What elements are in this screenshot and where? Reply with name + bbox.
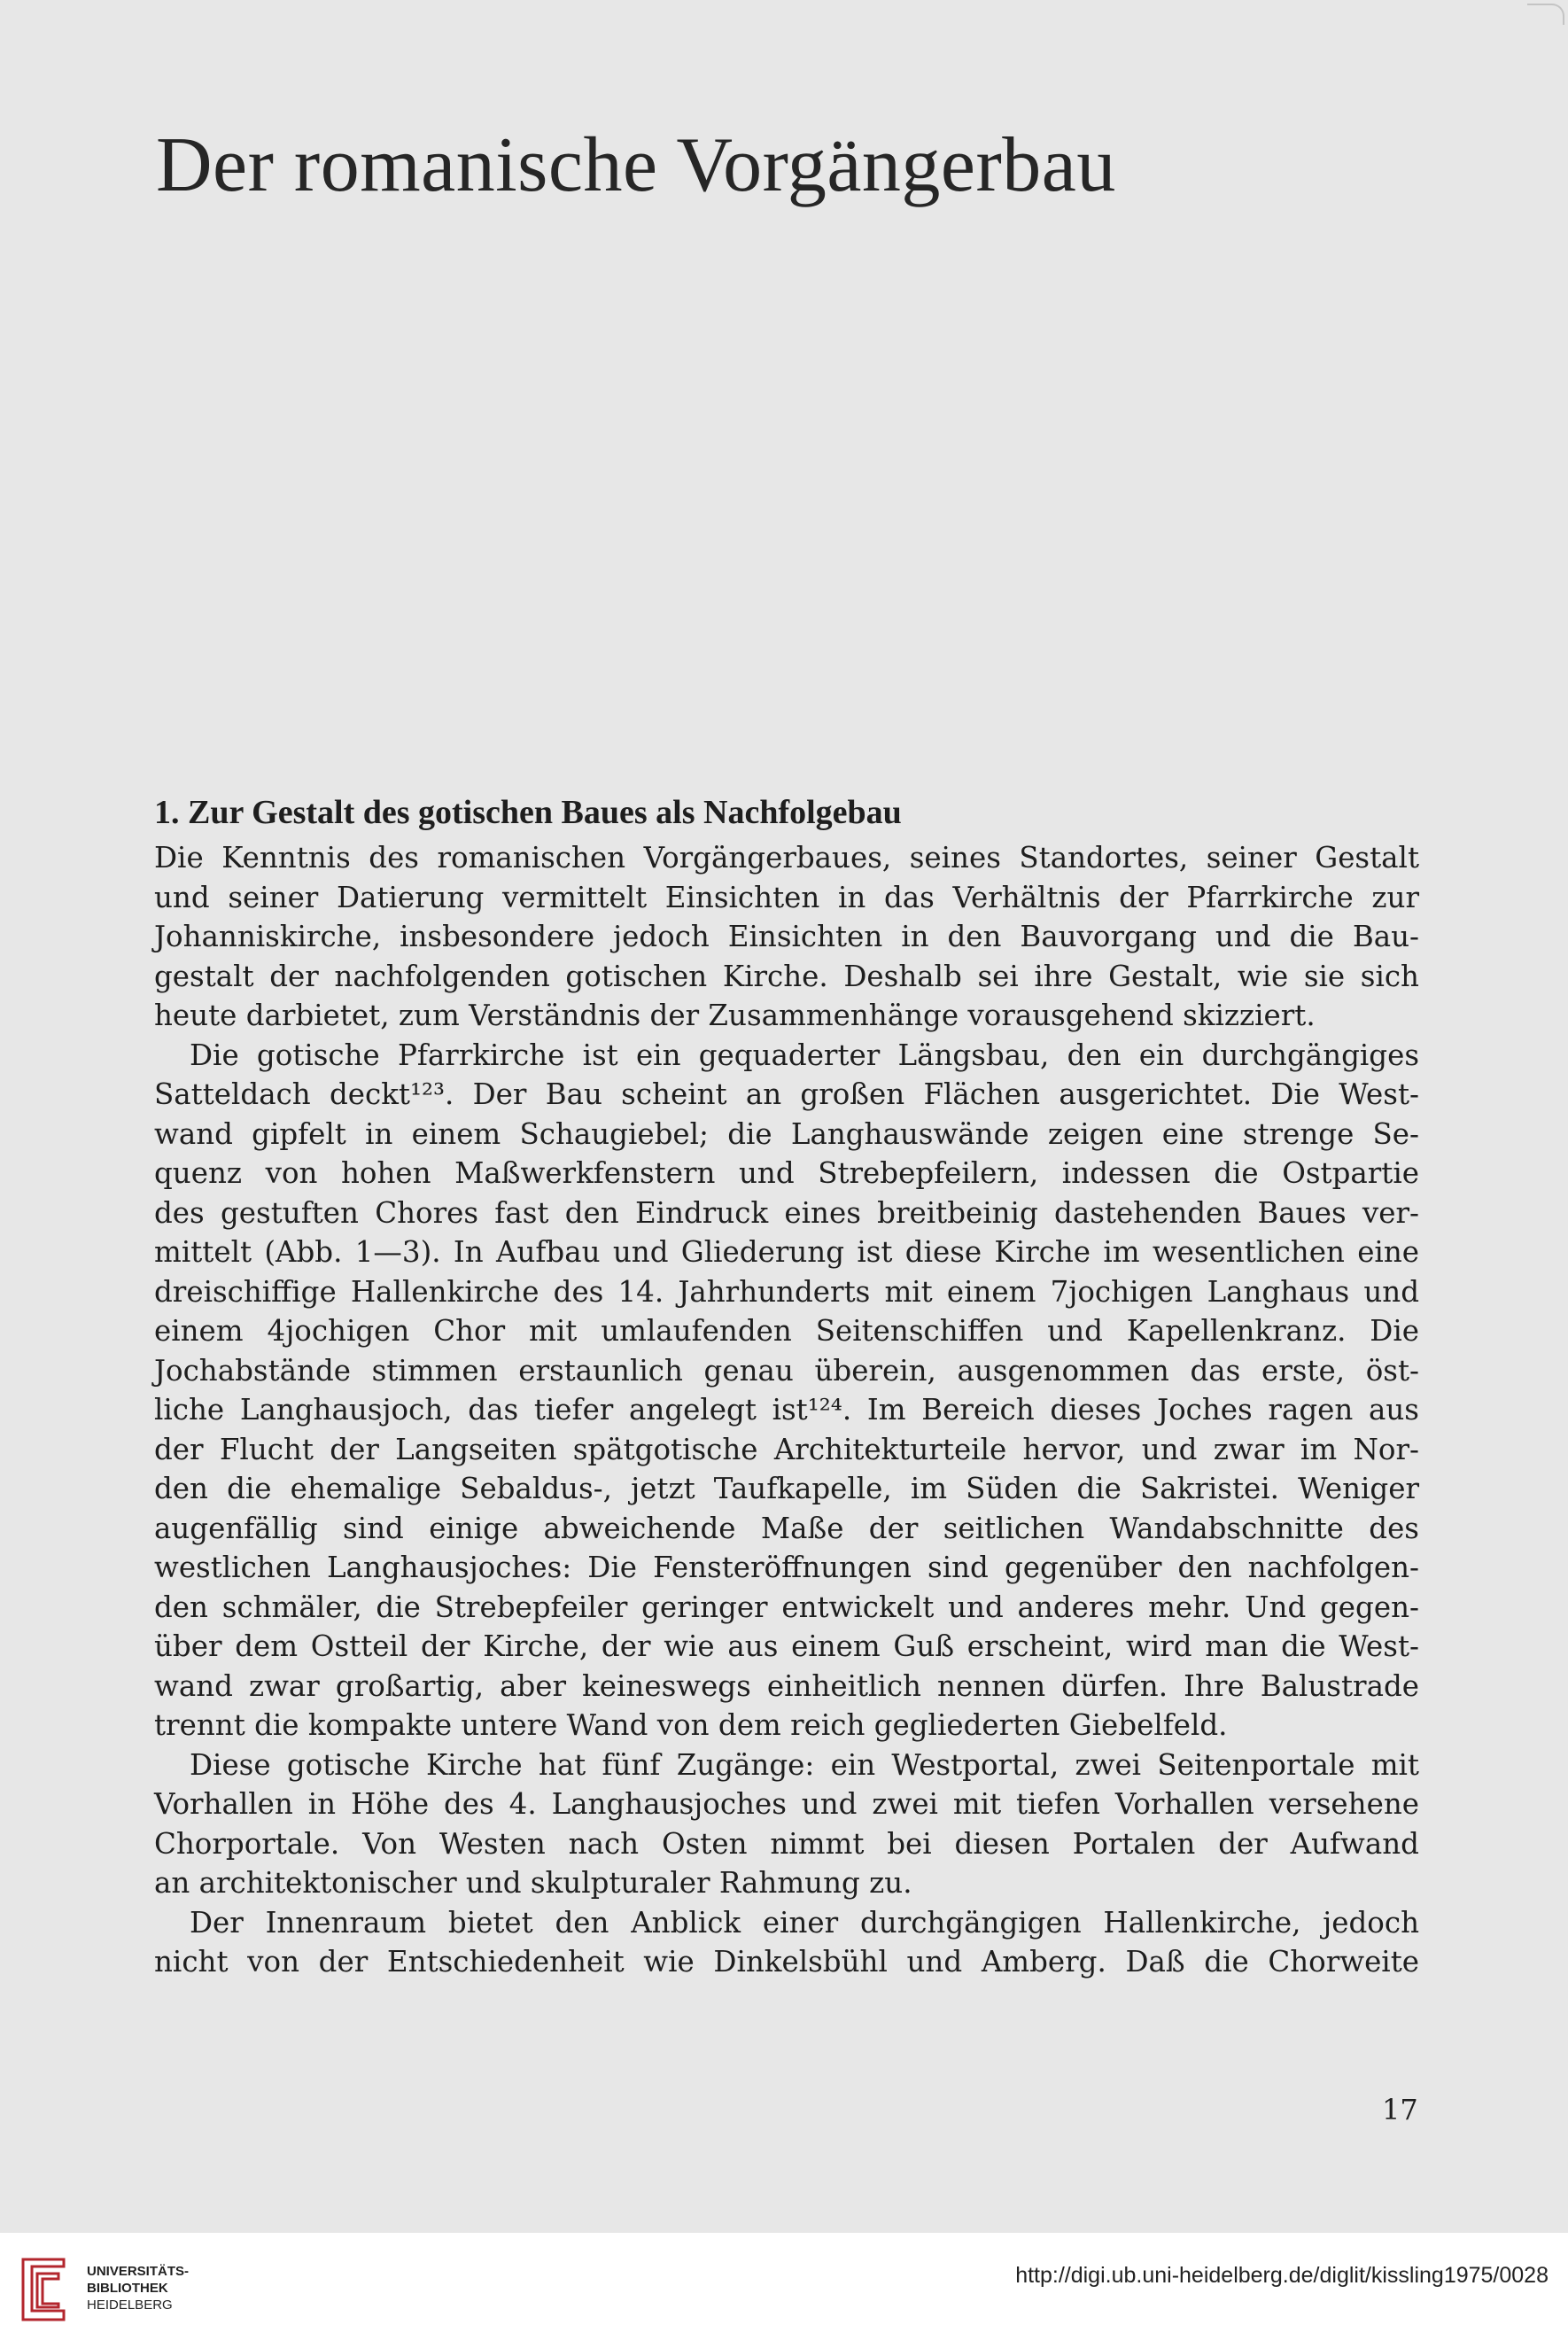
text-line: über dem Ostteil der Kirche, der wie aus einem Guß erscheint, wird man die West- [154,1629,1419,1663]
text-line: wand zwar großartig, aber keineswegs einheitlich nennen dürfen. Ihre Balustrade [154,1668,1419,1703]
text-line: den schmäler, die Strebepfeiler geringer entwickelt und anderes mehr. Und gegen- [154,1590,1419,1624]
text-line: westlichen Langhausjoches: Die Fensteröffnungen sind gegenüber den nachfolgen- [154,1551,1419,1584]
text-line: heute darbietet, zum Verständnis der Zusammenhänge vorausgehend skizziert. [154,999,1316,1032]
text-line: quenz von hohen Maßwerkfenstern und Strebepfeilern, indessen die Ostpartie [154,1156,1419,1190]
text-line: und seiner Datierung vermittelt Einsichten in das Verhältnis der Pfarrkirche zur [154,880,1419,914]
text-line: Diese gotische Kirche hat fünf Zugänge: ein Westportal, zwei Seitenportale mit [190,1747,1419,1782]
paragraph [154,1036,1419,1745]
section-heading: 1. Zur Gestalt des gotischen Baues als Nachfolgebau [154,794,902,831]
chapter-title: Der romanische Vorgängerbau [156,122,1116,208]
text-line: der Flucht der Langseiten spätgotische Architekturteile hervor, und zwar im Nor- [154,1432,1419,1466]
library-name [87,2263,189,2313]
paragraphs [154,838,1419,1982]
text-line: dreischiffige Hallenkirche des 14. Jahrhunderts mit einem 7jochigen Langhaus und [154,1274,1419,1309]
library-name-line: HEIDELBERG [87,2297,173,2313]
text-line: Der Innenraum bietet den Anblick einer durchgängigen Hallenkirche, jedoch [190,1905,1419,1940]
text-line: Jochabstände stimmen erstaunlich genau überein, ausgenommen das erste, öst- [154,1353,1419,1388]
text-line: Die Kenntnis des romanischen Vorgängerbaues, seines Standortes, seiner Gestalt [154,841,1419,875]
text-line: nicht von der Entschiedenheit wie Dinkelsbühl und Amberg. Daß die Chorweite [154,1945,1419,1979]
page-number: 17 [1382,2093,1418,2126]
paragraph [154,1903,1419,1982]
text-line: liche Langhausjoch, das tiefer angelegt ist¹²⁴. Im Bereich dieses Joches ragen aus [154,1393,1419,1427]
source-url-link[interactable]: http://digi.ub.uni-heidelberg.de/diglit/kissling1975/0028 [1015,2263,1549,2288]
library-logo-icon [16,2254,71,2325]
paragraph [154,838,1419,1036]
digitization-footer [0,2233,1568,2348]
text-line: Johanniskirche, insbesondere jedoch Einsichten in den Bauvorgang und die Bau- [154,920,1419,953]
text-line: Die gotische Pfarrkirche ist ein gequaderter Längsbau, den ein durchgängiges [190,1038,1419,1072]
body-text [154,790,1419,1982]
text-line: Chorportale. Von Westen nach Osten nimmt bei diesen Portalen der Aufwand [154,1826,1419,1861]
text-line: trennt die kompakte untere Wand von dem reich gegliederten Giebelfeld. [154,1708,1228,1742]
text-line: an architektonischer und skulpturaler Rahmung zu. [154,1866,912,1900]
text-line: einem 4jochigen Chor mit umlaufenden Seitenschiffen und Kapellenkranz. Die [154,1314,1419,1348]
text-line: gestalt der nachfolgenden gotischen Kirche. Deshalb sei ihre Gestalt, wie sie sich [154,959,1419,993]
text-line: mittelt (Abb. 1—3). In Aufbau und Gliederung ist diese Kirche im wesentlichen eine [154,1235,1419,1269]
text-line: den die ehemalige Sebaldus-, jetzt Taufkapelle, im Süden die Sakristei. Weniger [154,1472,1419,1505]
text-line: Satteldach deckt¹²³. Der Bau scheint an großen Flächen ausgerichtet. Die West- [154,1077,1419,1111]
library-name-line: BIBLIOTHEK [87,2281,168,2296]
text-line: Vorhallen in Höhe des 4. Langhausjoches und zwei mit tiefen Vorhallen versehene [154,1787,1419,1821]
scan-corner-mark [1527,4,1564,25]
text-line: des gestuften Chores fast den Eindruck eines breitbeinig dastehenden Baues ver- [154,1195,1419,1230]
text-line: wand gipfelt in einem Schaugiebel; die Langhauswände zeigen eine strenge Se- [154,1116,1419,1151]
library-name-line: UNIVERSITÄTS- [87,2264,190,2279]
text-line: augenfällig sind einige abweichende Maße der seitlichen Wandabschnitte des [154,1511,1419,1545]
paragraph [154,1745,1419,1903]
